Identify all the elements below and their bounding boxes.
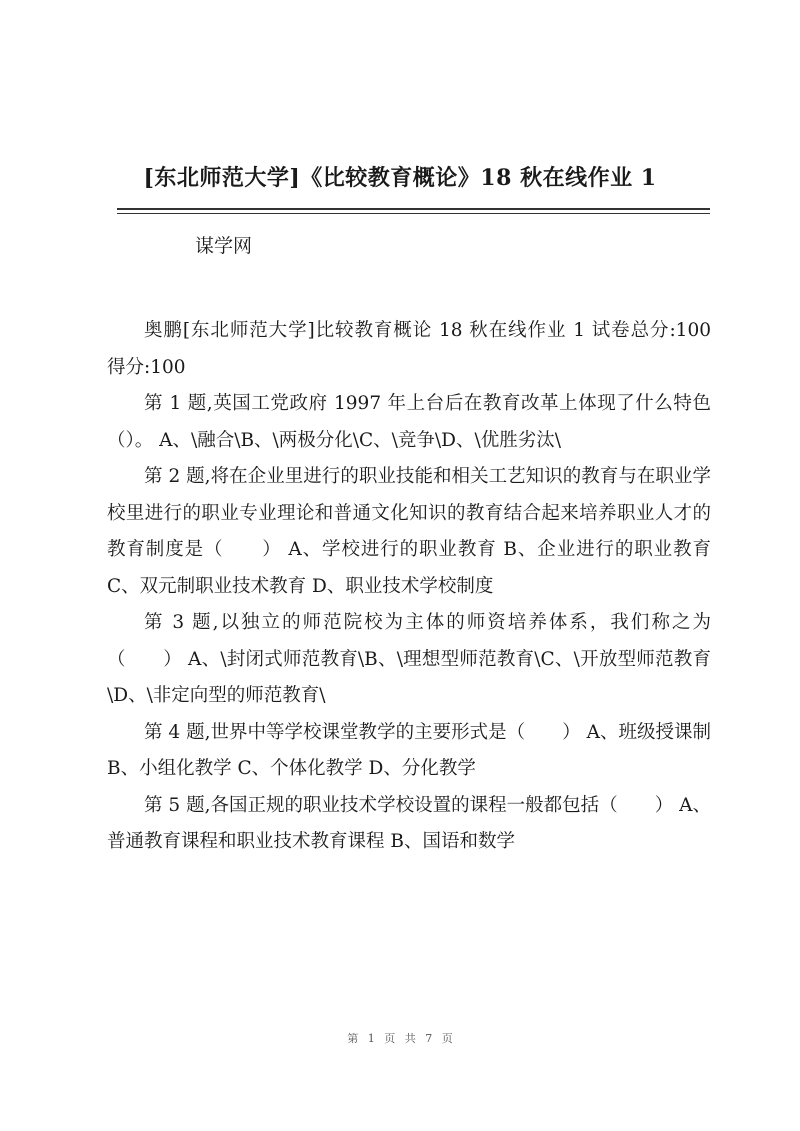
site-name: 谋学网 (195, 235, 253, 257)
exam-summary-paragraph: 奥鹏[东北师范大学]比较教育概论 18 秋在线作业 1 试卷总分:100 得分:100 (107, 320, 749, 378)
title-underline (117, 208, 710, 210)
page-footer: 第 1 页 共 7 页 (347, 1032, 453, 1045)
document-title: [东北师范大学]《比较教育概论》18 秋在线作业 1 (143, 165, 657, 191)
question-4-paragraph: 第 4 题,世界中等学校课堂教学的主要形式是（ ） A、班级授课制 B、小组化教学 C、个体化教学 D、分化教学 (107, 721, 711, 779)
title-underline-thin (117, 213, 710, 214)
question-1-paragraph: 第 1 题,英国工党政府 1997 年上台后在教育改革上体现了什么特色（）。 A、\融合\B、\两极分化\C、\竞争\D、\优胜劣汰\ (107, 393, 711, 451)
question-2-paragraph: 第 2 题,将在企业里进行的职业技能和相关工艺知识的教育与在职业学校里进行的职业专业理论和普通文化知识的教育结合起来培养职业人才的教育制度是（ ） A、学校进行的职业教育 B、企业进行的职业教育 C、双元制职业技术教育 D、职业技术学校制度 (107, 466, 711, 597)
question-3-paragraph: 第 3 题,以独立的师范院校为主体的师资培养体系，我们称之为（ ） A、\封闭式师范教育\B、\理想型师范教育\C、\开放型师范教育\D、\非定向型的师范教育\ (107, 612, 711, 706)
question-5-paragraph: 第 5 题,各国正规的职业技术学校设置的课程一般都包括（ ） A、普通教育课程和职业技术教育课程 B、国语和数学 (107, 794, 711, 852)
document-body (107, 313, 749, 861)
